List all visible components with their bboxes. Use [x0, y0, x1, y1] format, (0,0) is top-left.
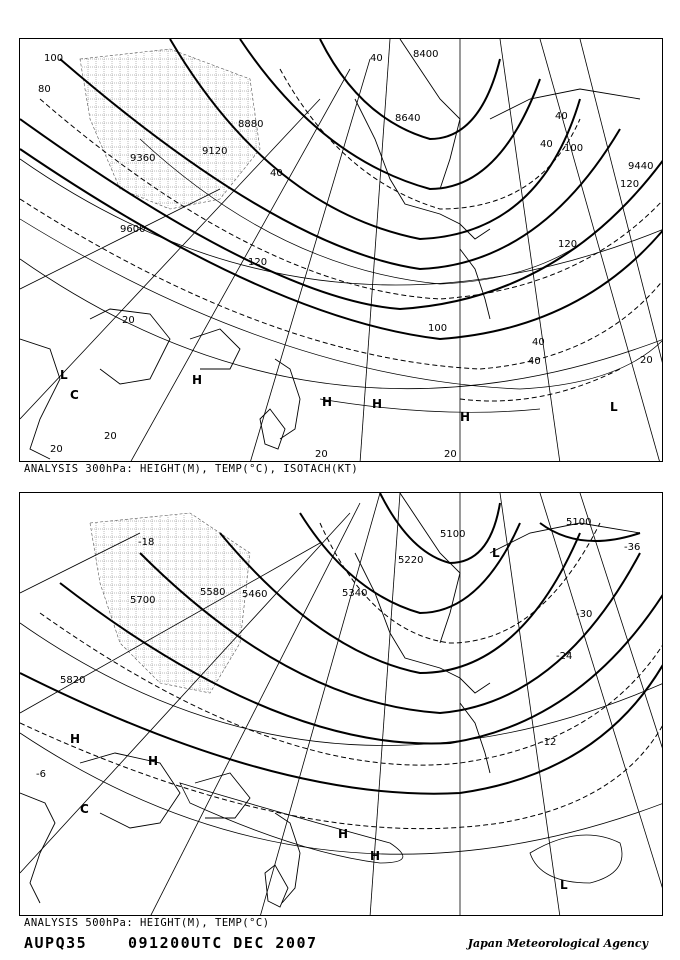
isotach-label: 20 — [444, 449, 457, 460]
height-label: 5700 — [130, 595, 156, 606]
temp-label: -24 — [556, 651, 573, 662]
chart-300hpa-panel — [19, 38, 663, 462]
height-label: 9600 — [120, 224, 146, 235]
isotach-label: 20 — [104, 431, 117, 442]
agency-name: Japan Meteorological Agency — [467, 937, 648, 950]
chart-500hpa-panel — [19, 492, 663, 916]
pressure-center-label: H — [322, 395, 333, 409]
pressure-center-label: L — [610, 400, 618, 414]
isotach-label: 40 — [528, 356, 541, 367]
high-low-contours — [180, 783, 622, 883]
isotach-label: 20 — [640, 355, 653, 366]
lower-panel-caption: ANALYSIS 500hPa: HEIGHT(M), TEMP(°C) — [24, 917, 270, 929]
isotach-label: 40 — [270, 168, 283, 179]
pressure-center-label: L — [60, 368, 68, 382]
pressure-center-label: H — [460, 410, 471, 424]
temp-label: -12 — [540, 737, 557, 748]
pressure-center-label: H — [370, 849, 381, 863]
pressure-center-label: L — [560, 878, 568, 892]
map-500hpa — [20, 493, 663, 916]
pressure-center-label: H — [192, 373, 203, 387]
pressure-center-label: H — [338, 827, 349, 841]
height-label: 5100 — [440, 529, 466, 540]
isotach-label: 20 — [315, 449, 328, 460]
height-label: 9120 — [202, 146, 228, 157]
isotach-label: 100 — [564, 143, 584, 154]
height-label: 5340 — [342, 588, 368, 599]
isotach-label: 20 — [122, 315, 135, 326]
temp-label: -30 — [576, 609, 593, 620]
isotach-label: 80 — [38, 84, 51, 95]
chart-code: AUPQ35 — [24, 934, 88, 952]
height-label: 5100 — [566, 517, 592, 528]
height-label: 5820 — [60, 675, 86, 686]
isotach-label: 40 — [370, 53, 383, 64]
pressure-center-label: L — [492, 546, 500, 560]
pressure-center-label: H — [148, 754, 159, 768]
valid-time: 091200UTC DEC 2007 — [128, 934, 318, 952]
height-label: 8880 — [238, 119, 264, 130]
pressure-center-label: C — [80, 802, 89, 816]
height-label: 5220 — [398, 555, 424, 566]
temp-label: -6 — [36, 769, 46, 780]
upper-panel-caption: ANALYSIS 300hPa: HEIGHT(M), TEMP(°C), ISOTACH(KT) — [24, 463, 359, 475]
height-label: 9360 — [130, 153, 156, 164]
height-label: 9440 — [628, 161, 654, 172]
isotach-label: 100 — [428, 323, 448, 334]
height-label: 5460 — [242, 589, 268, 600]
pressure-center-label: C — [70, 388, 79, 402]
height-label: 8400 — [413, 49, 439, 60]
temp-label: -36 — [624, 542, 641, 553]
isotach-label: 40 — [540, 139, 553, 150]
isotach-label: 120 — [558, 239, 578, 250]
isotach-label: 20 — [50, 444, 63, 455]
isotach-label: 40 — [555, 111, 568, 122]
isotach-label: 120 — [248, 257, 268, 268]
temp-label: -18 — [138, 537, 155, 548]
height-label: 8640 — [395, 113, 421, 124]
isotach-label: 40 — [532, 337, 545, 348]
isotach-label: 100 — [44, 53, 64, 64]
pressure-center-label: H — [372, 397, 383, 411]
pressure-center-label: H — [70, 732, 81, 746]
height-label: 5580 — [200, 587, 226, 598]
isotach-label: 120 — [620, 179, 640, 190]
map-300hpa — [20, 39, 663, 462]
cold-region-hatch — [80, 49, 260, 209]
